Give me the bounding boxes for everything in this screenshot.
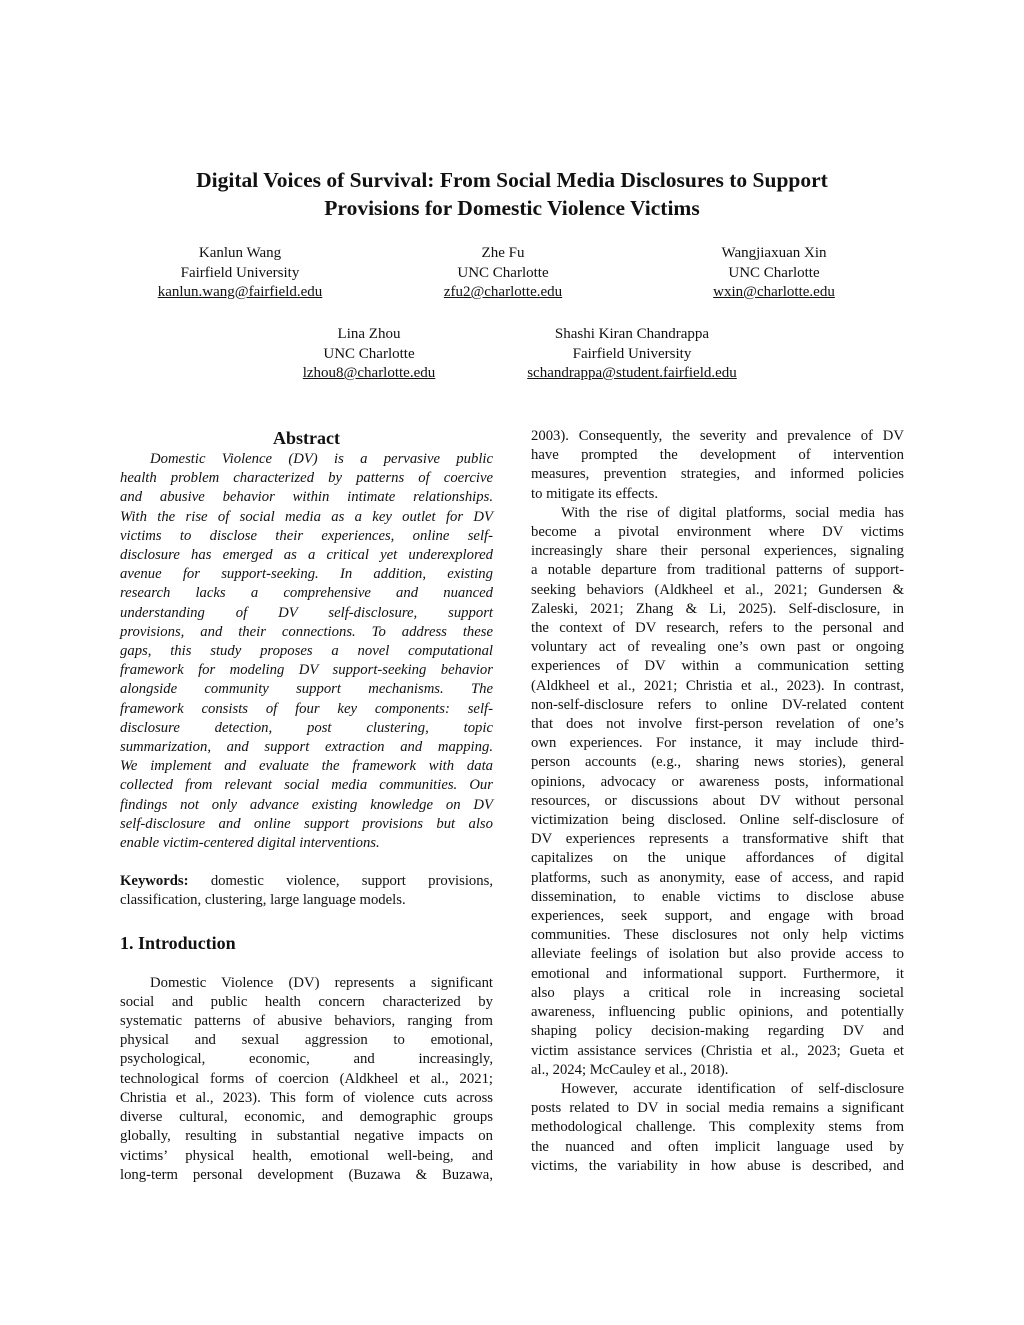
abstract-line: collected from relevant social media communities. Our	[120, 777, 493, 794]
body-line: become a pivotal environment where DV victims	[531, 524, 904, 541]
author-email-link[interactable]: wxin@charlotte.edu	[713, 284, 835, 300]
body-line: psychological, economic, and increasingly,	[120, 1051, 493, 1068]
body-line: communities. These disclosures not only help victims	[531, 927, 904, 944]
body-line: emotional and informational support. Furthermore, it	[531, 965, 904, 982]
author-name: Zhe Fu	[481, 245, 525, 261]
author-block	[624, 244, 924, 303]
abstract-line: framework for modeling DV support-seeking behavior	[120, 662, 493, 679]
author-affiliation: Fairfield University	[180, 264, 300, 281]
author-affiliation: UNC Charlotte	[457, 264, 549, 281]
introduction-paragraph	[120, 974, 493, 1185]
body-line: physical and sexual aggression to emotional,	[120, 1032, 493, 1049]
abstract-line: findings not only advance existing knowledge on DV	[120, 796, 493, 813]
body-line: social and public health concern characterized by	[120, 993, 493, 1010]
title-line: Provisions for Domestic Violence Victims	[324, 196, 700, 220]
body-line: experiences, seek support, and engage with broad	[531, 908, 904, 925]
keywords-line: classification, clustering, large language models.	[120, 892, 406, 909]
title-line: Digital Voices of Survival: From Social Media Disclosures to Support	[196, 168, 828, 192]
body-line: experiences of DV within a communication setting	[531, 658, 904, 675]
body-line: victim assistance services (Christia et al., 2023; Gueta et	[531, 1042, 904, 1059]
body-paragraph	[531, 1080, 904, 1176]
right-column	[531, 427, 904, 1176]
left-column	[120, 427, 493, 1185]
body-line: own experiences. For instance, it may include third-	[531, 735, 904, 752]
abstract-heading: Abstract	[273, 428, 340, 448]
abstract-line: summarization, and support extraction and mapping.	[120, 739, 493, 756]
author-affiliation: UNC Charlotte	[323, 345, 415, 362]
abstract-line: research lacks a comprehensive and nuanced	[120, 585, 493, 602]
body-line: 2003). Consequently, the severity and prevalence of DV	[531, 428, 904, 444]
author-name: Kanlun Wang	[198, 245, 282, 261]
body-line: globally, resulting in substantial negative impacts on	[120, 1128, 493, 1145]
paper-title	[0, 166, 1024, 222]
body-line: dissemination, to enable victims to disclose abuse	[531, 888, 904, 905]
body-line: systematic patterns of abusive behaviors, ranging from	[120, 1013, 493, 1030]
abstract-line: disclosure detection, post clustering, topic	[120, 719, 493, 736]
author-affiliation: UNC Charlotte	[728, 264, 820, 281]
author-email-link[interactable]: kanlun.wang@fairfield.edu	[157, 284, 323, 300]
body-line: victims, the variability in how abuse is described, and	[531, 1157, 904, 1174]
abstract-line: framework consists of four key components: self-	[120, 700, 493, 717]
body-line: increasingly share their personal experiences, signaling	[531, 543, 904, 560]
abstract-line: disclosure has emerged as a critical yet underexplored	[120, 547, 493, 564]
body-line: technological forms of coercion (Aldkheel et al., 2021;	[120, 1070, 493, 1087]
body-line: measures, prevention strategies, and informed policies	[531, 466, 904, 483]
author-block	[90, 244, 390, 303]
abstract-body	[120, 450, 493, 853]
body-line: have prompted the development of intervention	[531, 447, 904, 464]
body-line: the context of DV research, refers to the personal and	[531, 620, 904, 637]
abstract-line: Domestic Violence (DV) is a pervasive public	[150, 451, 493, 467]
abstract-line: victims to disclose their experiences, online self-	[120, 527, 493, 544]
body-line: al., 2024; McCauley et al., 2018).	[531, 1061, 729, 1078]
body-line: Zaleski, 2021; Zhang & Li, 2025). Self-disclosure, in	[531, 600, 904, 617]
body-line: Domestic Violence (DV) represents a significant	[150, 974, 493, 991]
body-line: alleviate feelings of isolation but also provide access to	[531, 946, 904, 963]
body-line: also plays a critical role in increasing societal	[531, 984, 904, 1001]
body-line: non-self-disclosure refers to online DV-related content	[531, 696, 904, 713]
author-block	[482, 325, 782, 384]
body-line: that does not involve first-person revelation of one’s	[531, 716, 904, 733]
author-block	[219, 325, 519, 384]
body-line: a notable departure from traditional patterns of support-	[531, 562, 904, 579]
body-line: platforms, such as anonymity, ease of access, and rapid	[531, 869, 904, 886]
body-line: However, accurate identification of self-disclosure	[561, 1080, 904, 1097]
section-heading-introduction: 1. Introduction	[120, 932, 236, 953]
author-email-link[interactable]: lzhou8@charlotte.edu	[302, 365, 436, 381]
body-line: opinions, advocacy or awareness posts, informational	[531, 773, 904, 790]
body-line: (Aldkheel et al., 2021; Christia et al., 2023). In contrast,	[531, 677, 904, 694]
body-line: methodological challenge. This complexity stems from	[531, 1119, 904, 1136]
body-line: victims’ physical health, emotional well-being, and	[120, 1147, 493, 1164]
abstract-line: avenue for support-seeking. In addition, existing	[120, 566, 493, 583]
keywords-label: Keywords:	[120, 873, 189, 890]
abstract-line: health problem characterized by patterns of coercive	[120, 470, 493, 487]
body-line: Christia et al., 2023). This form of violence cuts across	[120, 1089, 493, 1106]
body-line: posts related to DV in social media remains a significant	[531, 1100, 904, 1117]
abstract-line: With the rise of social media as a key outlet for DV	[120, 508, 493, 525]
body-paragraph	[531, 427, 904, 504]
body-line: DV experiences represents a transformative shift that	[531, 831, 904, 848]
author-name: Shashi Kiran Chandrappa	[554, 326, 710, 342]
abstract-line: alongside community support mechanisms. The	[120, 681, 493, 698]
body-line: long-term personal development (Buzawa & Buzawa,	[120, 1166, 493, 1183]
abstract-line: understanding of DV self-disclosure, support	[120, 604, 493, 621]
body-line: shaping policy decision-making regarding DV and	[531, 1023, 904, 1040]
abstract-line: We implement and evaluate the framework with data	[120, 758, 493, 775]
keywords-text: domestic violence, support provisions,	[188, 873, 493, 890]
abstract-line: enable victim-centered digital interventions.	[120, 835, 380, 852]
abstract-line: self-disclosure and online support provisions but also	[120, 815, 493, 832]
body-line: With the rise of digital platforms, social media has	[561, 504, 904, 521]
body-line: seeking behaviors (Aldkheel et al., 2021; Gundersen &	[531, 581, 904, 598]
body-line: to mitigate its effects.	[531, 485, 658, 502]
body-paragraph	[531, 504, 904, 1080]
author-email-link[interactable]: schandrappa@student.fairfield.edu	[527, 365, 737, 381]
author-block	[353, 244, 653, 303]
body-line: awareness, influencing public opinions, and potentially	[531, 1004, 904, 1021]
abstract-line: gaps, this study proposes a novel computational	[120, 643, 493, 660]
author-name: Lina Zhou	[337, 326, 401, 342]
body-line: victimization being disclosed. Online self-disclosure of	[531, 812, 904, 829]
abstract-line: provisions, and their connections. To address these	[120, 623, 493, 640]
body-line: person accounts (e.g., sharing news stories), general	[531, 754, 904, 771]
body-line: resources, or discussions about DV without personal	[531, 792, 904, 809]
abstract-line: and abusive behavior within intimate relationships.	[120, 489, 493, 506]
author-name: Wangjiaxuan Xin	[721, 245, 827, 261]
body-line: capitalizes on the unique affordances of digital	[531, 850, 904, 867]
author-affiliation: Fairfield University	[572, 345, 692, 362]
keywords	[120, 872, 493, 910]
body-line: voluntary act of revealing one’s own past or ongoing	[531, 639, 904, 656]
body-line: diverse cultural, economic, and demographic groups	[120, 1109, 493, 1126]
keywords-line	[120, 872, 493, 891]
author-email-link[interactable]: zfu2@charlotte.edu	[443, 284, 563, 300]
body-line: the nuanced and often implicit language used by	[531, 1138, 904, 1155]
